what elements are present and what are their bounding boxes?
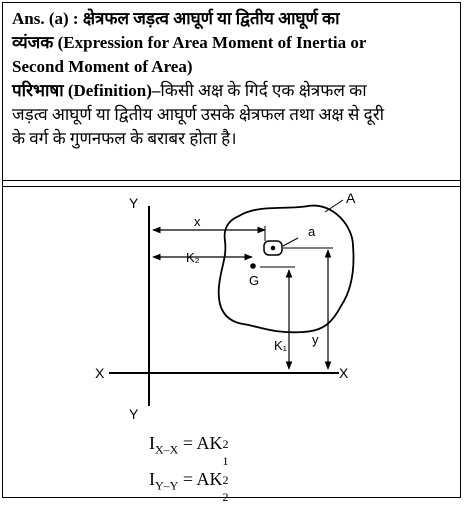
formula-ixx-k-index: 1 (222, 454, 229, 468)
content-frame (2, 2, 461, 504)
answer-text-box (3, 3, 460, 181)
x-axis-left-label: X (95, 365, 105, 381)
heading-line-3 (12, 55, 452, 79)
definition-line-2 (12, 103, 452, 127)
formula-iyy (149, 469, 233, 504)
x-dimension-label: x (194, 214, 201, 229)
formula-ixx-power: 2 (222, 437, 229, 451)
definition-text-2: जड़त्व आघूर्ण या द्वितीय आघूर्ण उसके क्षेत्रफल तथा अक्ष से दूरी (12, 105, 385, 124)
answer-prefix: Ans. (a) : (12, 9, 79, 28)
heading-hindi: क्षेत्रफल जड़त्व आघूर्ण या द्वितीय आघूर्ण का (82, 9, 340, 28)
area-leader-line (325, 200, 343, 212)
x-axis-right-label: X (339, 365, 349, 381)
y-dimension-label: y (312, 332, 319, 347)
formula-iyy-symbol: I (149, 469, 155, 489)
heading-english-1: (Expression for Area Moment of Inertia or (57, 33, 367, 52)
moment-of-inertia-diagram (3, 186, 462, 499)
k2-label: K₂ (186, 250, 200, 265)
heading-hindi-2: व्यंजक (12, 33, 54, 52)
y-axis-bottom-label: Y (129, 406, 139, 422)
k1-label: K₁ (274, 338, 288, 353)
centroid-label: G (249, 273, 260, 288)
definition-label-hindi: परिभाषा (12, 81, 64, 100)
area-outline (219, 206, 354, 333)
definition-label-english: (Definition)– (67, 81, 161, 100)
element-label: a (308, 224, 316, 239)
formula-ixx-subscript: X–X (155, 442, 179, 457)
area-label: A (346, 190, 356, 206)
formula-iyy-subscript: Y–Y (155, 478, 179, 493)
formula-ixx (149, 433, 233, 468)
formula-iyy-k-index: 2 (222, 490, 229, 504)
heading-line-2 (12, 31, 452, 55)
formula-iyy-power: 2 (222, 473, 229, 487)
figure-panel (3, 186, 460, 504)
definition-text-1: किसी अक्ष के गिर्द एक क्षेत्रफल का (160, 81, 367, 100)
definition-line-3 (12, 127, 452, 151)
formula-iyy-equals: = AK (178, 469, 223, 489)
element-leader-line (283, 238, 298, 246)
definition-text-3: के वर्ग के गुणनफल के बराबर होता है। (12, 129, 237, 148)
heading-english-2: Second Moment of Area) (12, 57, 193, 76)
centroid-point (250, 263, 256, 269)
heading-line-1 (12, 7, 452, 31)
definition-line-1 (12, 79, 452, 103)
formula-ixx-symbol: I (149, 433, 155, 453)
formula-ixx-equals: = AK (178, 433, 223, 453)
y-axis-top-label: Y (129, 195, 139, 211)
element-point (271, 246, 276, 251)
